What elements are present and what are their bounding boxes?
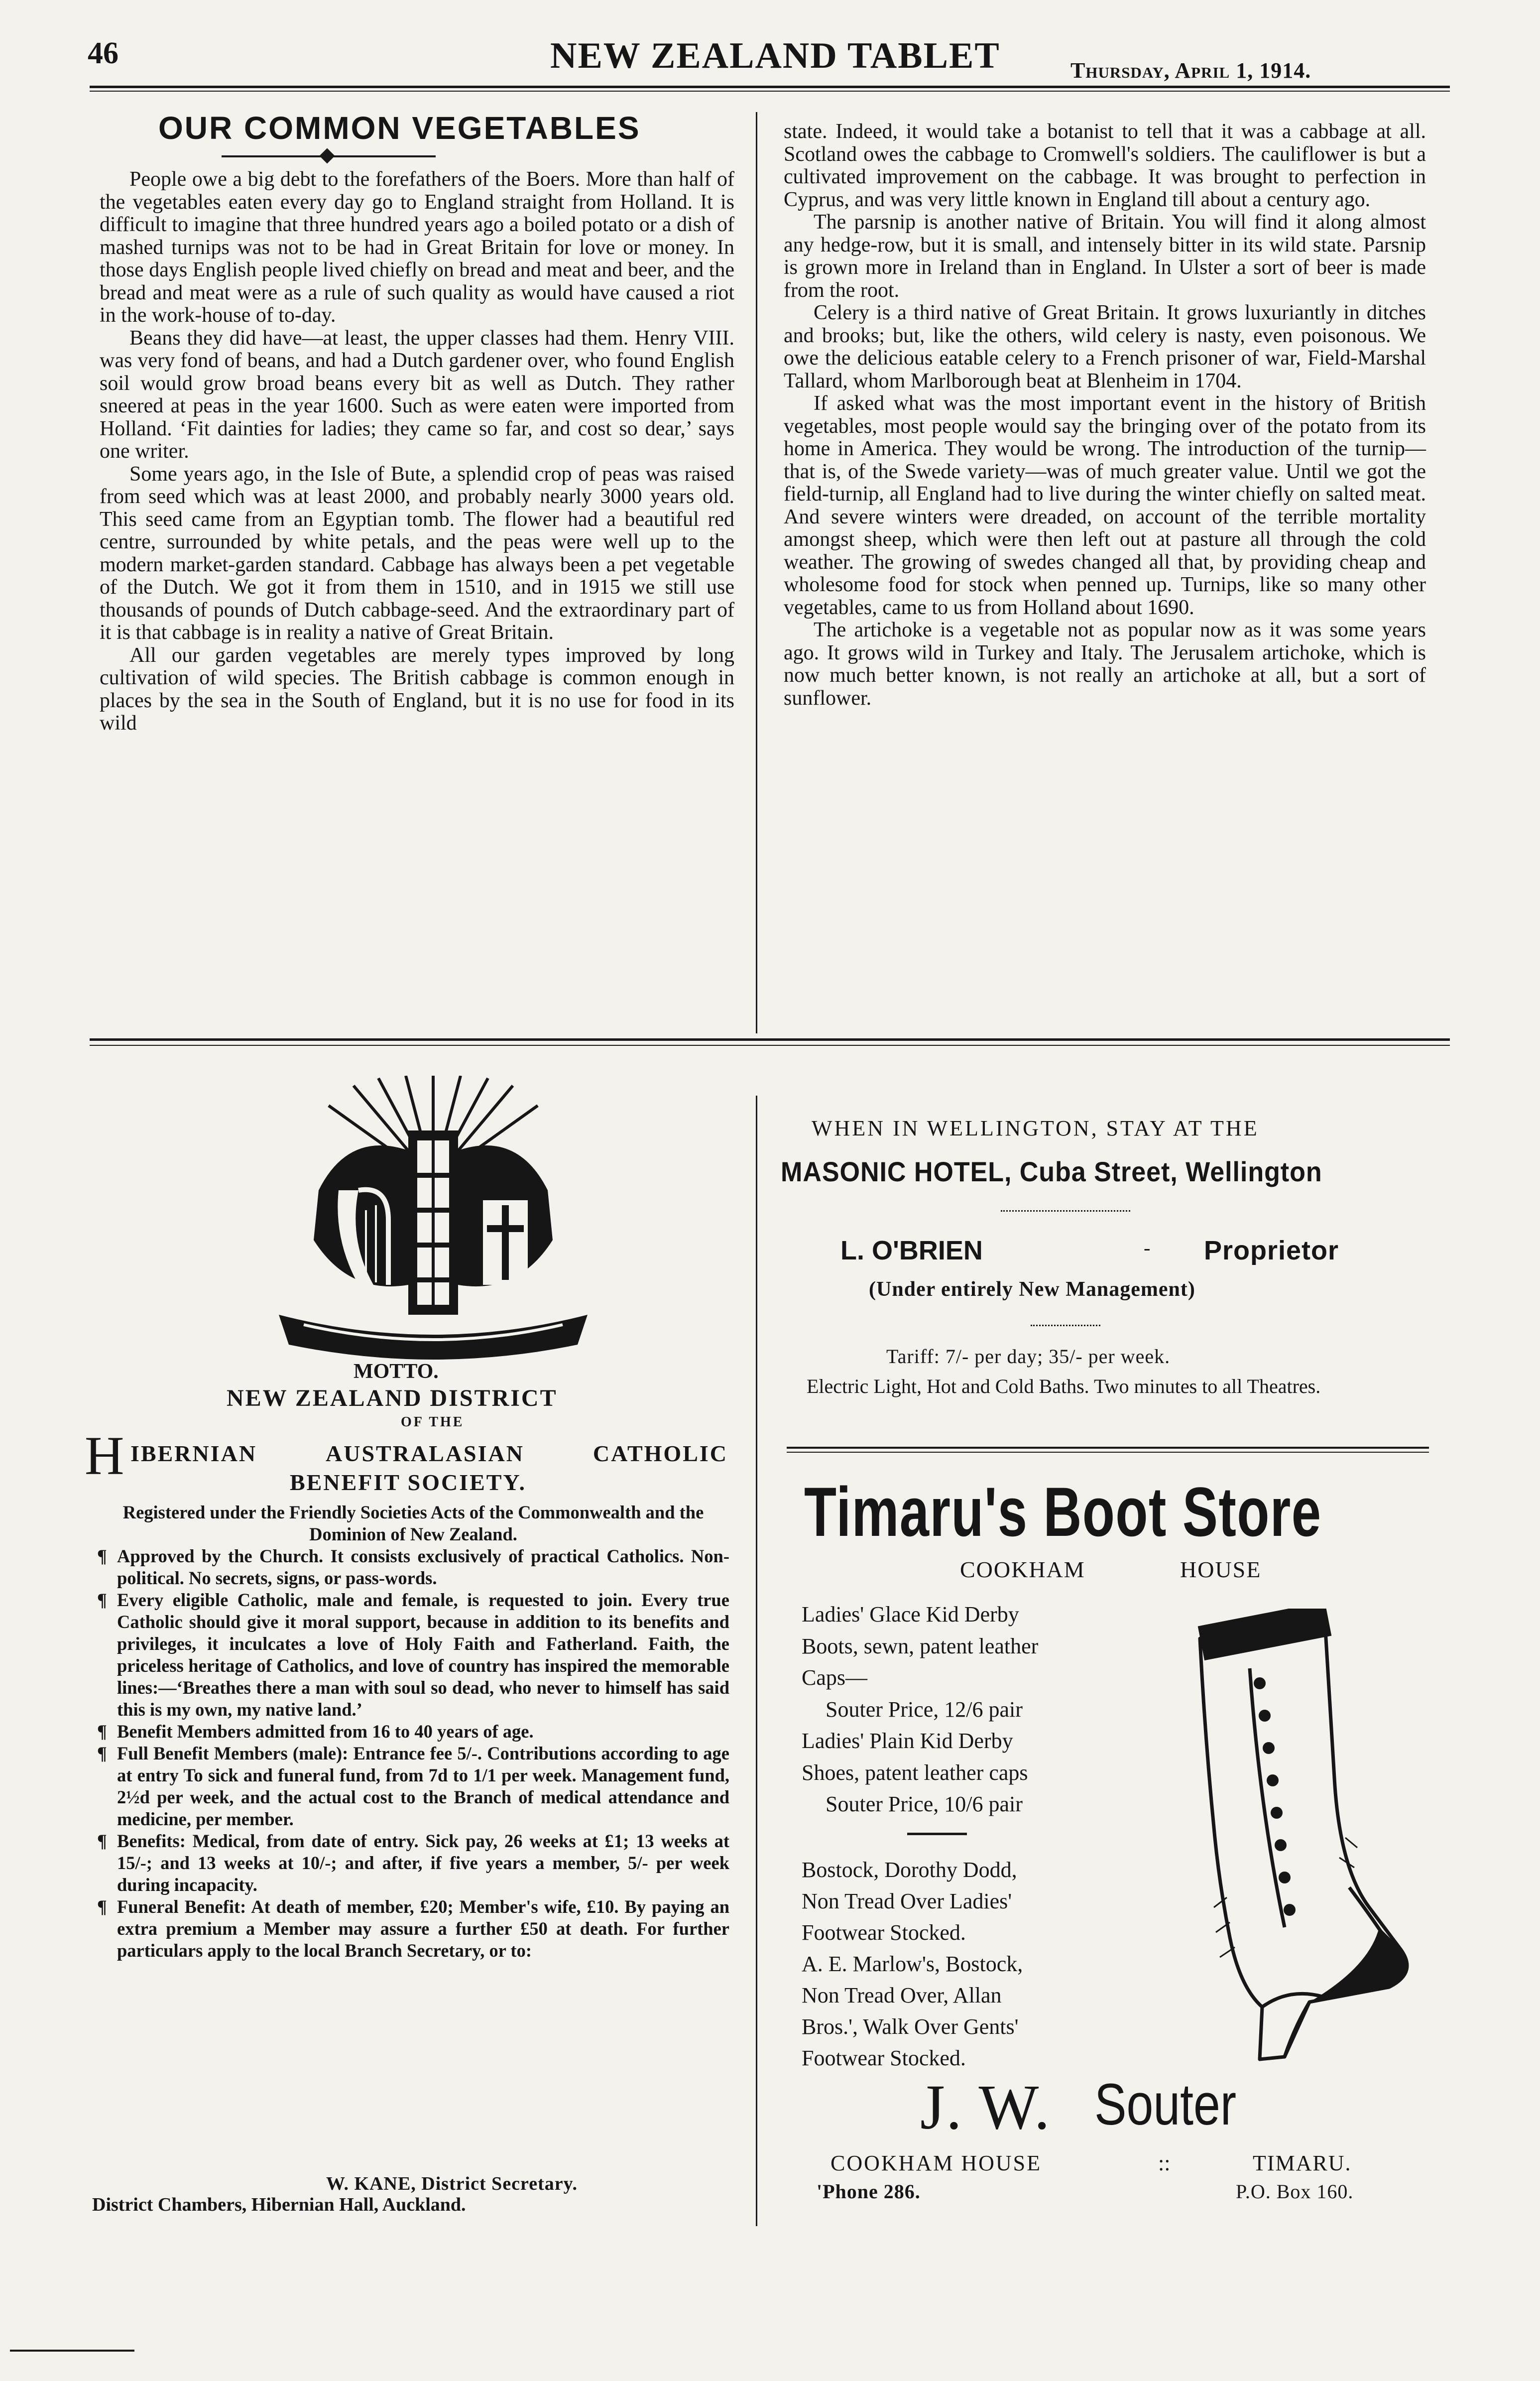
header-rule (90, 86, 1450, 88)
boot-store-footer-house: COOKHAM HOUSE (830, 2151, 1042, 2175)
cross-icon (483, 1200, 528, 1285)
footer-separator: :: (1158, 2151, 1171, 2175)
proprietor-separator: - (1144, 1237, 1151, 1259)
hotel-intro: WHEN IN WELLINGTON, STAY AT THE (812, 1116, 1259, 1140)
brand-line: Bostock, Dorothy Dodd, (802, 1858, 1017, 1882)
article-paragraph: Some years ago, in the Isle of Bute, a splendid crop of peas was raised from seed which was at least 2000, and probably nearly 3000 years old. This seed came from an Egyptian tomb. The flower had a beautiful red centre, surrounded by white petals, and the peas were well up to the modern market-garden standard. Cabbage has always been a pet vegetable of the Dutch. We got it from them in 1510, and in 1915 we still use thousands of pounds of Dutch cabbage-seed. And the extraordinary part of it is that cabbage is in reality a native of Great Britain. (100, 462, 734, 644)
product-line: Boots, sewn, patent leather (802, 1633, 1039, 1658)
society-name-line1 (130, 1440, 728, 1467)
pilcrow-icon: ¶ (97, 1831, 107, 1851)
hotel-name: MASONIC HOTEL, Cuba Street, Wellington (781, 1156, 1322, 1187)
boot-store-house-word: HOUSE (1180, 1557, 1262, 1582)
society-item: ¶ Funeral Benefit: At death of member, £20; Member's wife, £10. By paying an extra premium a Member may assure a further £50 at death. For further particulars apply to the local Branch Secretary, or to: (97, 1896, 729, 1961)
boot-store-po-box: P.O. Box 160. (1236, 2180, 1354, 2203)
brand-line: Non Tread Over Ladies' (802, 1889, 1012, 1913)
pilcrow-icon: ¶ (97, 1721, 107, 1742)
boot-store-town: TIMARU. (1253, 2151, 1352, 2175)
article-paragraph: Celery is a third native of Great Britain. It grows luxuriantly in ditches and brooks; but, like the others, wild celery is nasty, even poisonous. We owe the delicious eatable celery to a French prisoner of war, Field-Marshal Tallard, whom Marlborough beat at Blenheim in 1704. (784, 301, 1426, 392)
society-emblem (259, 1076, 607, 1375)
boot-store-house: COOKHAM (960, 1557, 1085, 1582)
ad-separator-rule-thin (787, 1452, 1429, 1453)
title-ornament-diamond (319, 148, 335, 163)
article-paragraph: People owe a big debt to the forefathers of the Boers. More than half of the vegetables eaten every day go to England straight from Holland. It is difficult to imagine that three hundred years ago a boiled potato or a dish of mashed turnips was not to be had in Great Britain for love or money. In those days English people lived chiefly on bread and meat and beer, and the bread and meat were as a rule of such quality as would have caused a riot in the work-house of to-day. (100, 168, 734, 327)
hotel-amenities: Electric Light, Hot and Cold Baths. Two minutes to all Theatres. (807, 1375, 1321, 1397)
society-item: ¶ Approved by the Church. It consists exclusively of practical Catholics. Non-political. No secrets, signs, or pass-words. (97, 1546, 729, 1588)
article-column-left (100, 168, 734, 735)
boot-store-owner-initials: J. W. (920, 2072, 1051, 2142)
brand-line: Footwear Stocked. (802, 2046, 966, 2070)
masthead: NEW ZEALAND TABLET (550, 35, 1000, 76)
ads-divider (756, 1096, 757, 2226)
society-name-line2: BENEFIT SOCIETY. (290, 1470, 526, 1495)
boot-store-owner-surname: Souter (1094, 2072, 1237, 2137)
article-paragraph: The artichoke is a vegetable not as popular now as it was some years ago. It grows wild in Turkey and Italy. The Jerusalem artichoke, which is now much better known, is not really an artichoke at all, but a sort of sunflower. (784, 619, 1426, 710)
article-paragraph: The parsnip is another native of Britain. You will find it along almost any hedge-row, but it is small, and intensely bitter in its wild state. Parsnip is grown more in Ireland than in England. In Ulster a sort of beer is made from the root. (784, 211, 1426, 302)
society-word: CATHOLIC (592, 1441, 728, 1466)
brand-line: Footwear Stocked. (802, 1920, 966, 1945)
ladies-boot-icon (1160, 1609, 1439, 2072)
product-line: Ladies' Plain Kid Derby (802, 1729, 1013, 1753)
product-price: Souter Price, 12/6 pair (826, 1697, 1023, 1722)
boot-shading (1214, 1838, 1357, 1957)
product-line: Ladies' Glace Kid Derby (802, 1602, 1019, 1627)
society-details (97, 1502, 729, 1962)
society-address: District Chambers, Hibernian Hall, Auckland. (92, 2194, 466, 2215)
brand-line: Non Tread Over, Allan (802, 1983, 1002, 2007)
hotel-tariff: Tariff: 7/- per day; 35/- per week. (886, 1345, 1171, 1368)
pilcrow-icon: ¶ (97, 1743, 107, 1763)
page-number: 46 (88, 36, 118, 70)
article-paragraph: All our garden vegetables are merely types improved by long cultivation of wild species. The British cabbage is common enough in places by the sea in the South of England, but it is no use for food in its wild (100, 643, 734, 735)
pilcrow-icon: ¶ (97, 1590, 107, 1610)
society-initial-letter: H (85, 1425, 124, 1486)
article-bottom-rule-thin (90, 1045, 1450, 1046)
column-divider (756, 112, 757, 1033)
pilcrow-icon: ¶ (97, 1896, 107, 1917)
registration-note: Registered under the Friendly Societies Acts of the Commonwealth and the Dominion of New Zealand. (122, 1502, 704, 1544)
article-paragraph: Beans they did have—at least, the upper classes had them. Henry VIII. was very fond of beans, and had a Dutch gardener over, who found English soil would grow broad beans every bit as well as Dutch. They rather sneered at peas in the year 1600. Such as were eaten were imported from Holland. ‘Fit dainties for ladies; they came so far, and cost so dear,’ says one writer. (100, 326, 734, 463)
boot-store-products (802, 1599, 1180, 1820)
proprietor-name: L. O'BRIEN (840, 1236, 983, 1265)
hotel-dotted-rule (1001, 1210, 1130, 1212)
article-paragraph: state. Indeed, it would take a botanist to tell that it was a cabbage at all. Scotland owes the cabbage to Cromwell's soldiers. The cauliflower is but a cultivated improvement on the cabbage. It was brought to perfection in Cyprus, and was very little known in England till about a century ago. (784, 120, 1426, 211)
management-note: (Under entirely New Management) (869, 1278, 1195, 1301)
dateline: Thursday, April 1, 1914. (1070, 58, 1311, 83)
society-item: ¶ Benefits: Medical, from date of entry. Sick pay, 26 weeks at £1; 13 weeks at 15/-; and 13 weeks at 10/-; and after, if five years a member, 5/- per week during incapacity. (97, 1831, 729, 1895)
product-line: Caps— (802, 1665, 867, 1690)
page-footer-rule (10, 2350, 134, 2352)
of-the-label: OF THE (401, 1414, 465, 1430)
product-line: Shoes, patent leather caps (802, 1760, 1028, 1785)
boot-store-brands (802, 1854, 1180, 2074)
article-paragraph: If asked what was the most important event in the history of British vegetables, most people would say the bringing over of the potato from its home in America. They would be wrong. The introduction of the turnip—that is, of the Swede variety—was of much greater value. Until we got the field-turnip, all England had to live during the winter chiefly on salted meat. And severe winters were dreaded, on account of the terrible mortality amongst sheep, which were then left out at pasture all through the cold weather. The growing of swedes changed all that, by providing cheap and wholesome food for stock when penned up. Turnips, like so many other vegetables, came to us from Holland about 1690. (784, 392, 1426, 619)
brand-line: Bros.', Walk Over Gents' (802, 2014, 1019, 2039)
pilcrow-icon: ¶ (97, 1546, 107, 1566)
emblem-scroll-banner (279, 1315, 588, 1360)
emblem-tower (408, 1130, 458, 1315)
society-item: ¶ Benefit Members admitted from 16 to 40 years of age. (97, 1721, 534, 1742)
society-item: ¶ Full Benefit Members (male): Entrance fee 5/-. Contributions according to age at entry To sick and funeral fund, from 7d to 1/1 per week. Management fund, 2½d per week, and the actual cost to the Branch of medical attendance and medicine, per member. (97, 1743, 729, 1829)
product-price: Souter Price, 10/6 pair (826, 1792, 1023, 1816)
ad-separator-rule (787, 1447, 1429, 1449)
society-word: IBERNIAN (130, 1441, 257, 1466)
article-title: OUR COMMON VEGETABLES (158, 110, 641, 146)
district-title: NEW ZEALAND DISTRICT (227, 1385, 558, 1411)
boot-store-phone: 'Phone 286. (817, 2180, 921, 2203)
article-column-right (784, 121, 1426, 710)
boot-store-title: Timaru's Boot Store (804, 1473, 1322, 1551)
hotel-dotted-rule (1031, 1325, 1100, 1326)
society-item: ¶ Every eligible Catholic, male and female, is requested to join. Every true Catholic should give it moral support, because in addition to its benefits and privileges, it inculcates a love of Holy Faith and Fatherland. Faith, the priceless heritage of Catholics, and love of country has inspired the memorable lines:—‘Breathes there a man with soul so dead, who never to himself has said this is my own, my native land.’ (97, 1590, 729, 1720)
motto-caption: MOTTO. (354, 1360, 439, 1383)
boot-collar (1198, 1609, 1332, 1660)
secretary-signature: W. KANE, District Secretary. (326, 2173, 578, 2194)
header-rule-thin (90, 91, 1450, 92)
brand-line: A. E. Marlow's, Bostock, (802, 1952, 1023, 1976)
article-bottom-rule (90, 1038, 1450, 1041)
society-word: AUSTRALASIAN (326, 1441, 524, 1466)
proprietor-role: Proprietor (1204, 1236, 1339, 1265)
boot-copy-divider (907, 1833, 967, 1835)
